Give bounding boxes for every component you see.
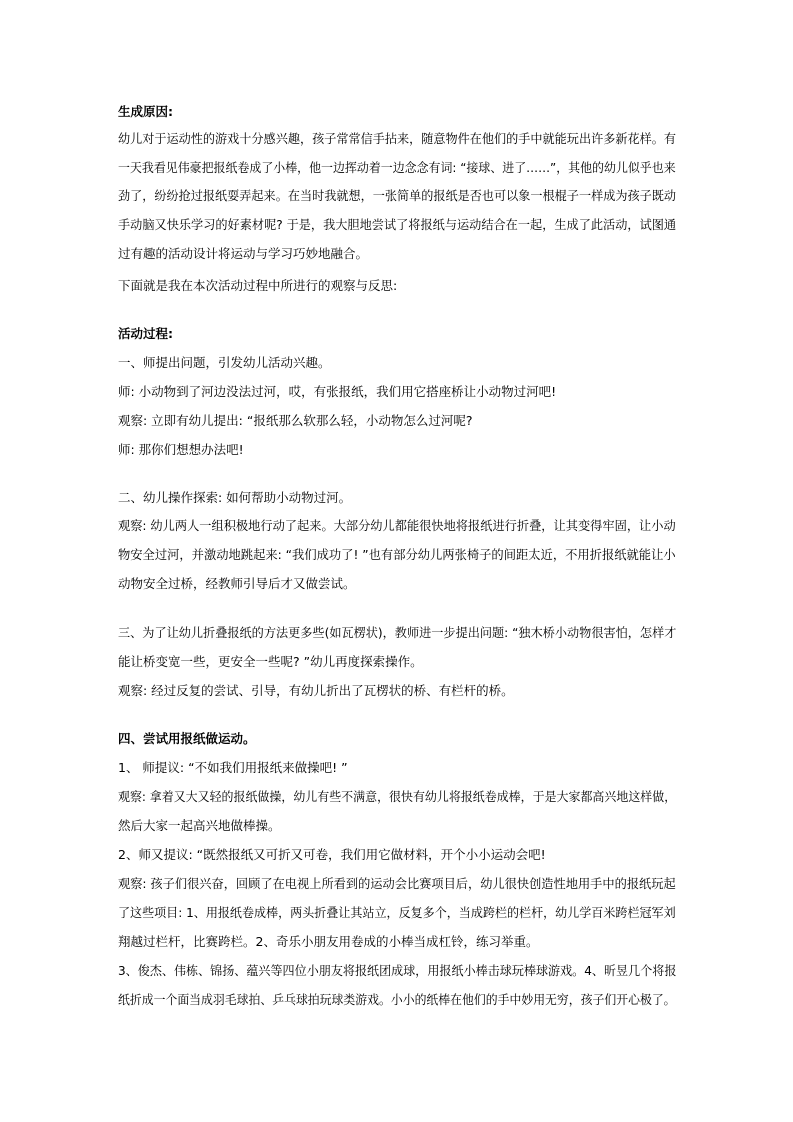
reason-line-4: 手动脑又快乐学习的好素材呢? 于是，我大胆地尝试了将报纸与运动结合在一起，生成了此活动，试图通: [118, 217, 677, 232]
step3-line: 观察: 经过反复的尝试、引导，有幼儿折出了瓦楞状的桥、有栏杆的桥。: [118, 683, 514, 698]
step2-line: 动物安全过桥，经教师引导后才又做尝试。: [118, 576, 356, 591]
step2-line: 物安全过河，并激动地跳起来: “我们成功了! ”也有部分幼儿两张椅子的间距太近，不用折报纸就能让小: [118, 547, 676, 562]
reason-line-5: 过有趣的活动设计将运动与学习巧妙地融合。: [118, 246, 369, 261]
step4-line: 观察: 拿着又大又轻的报纸做操，幼儿有些不满意，很快有幼儿将报纸卷成棒，于是大家都高兴地这样做，: [118, 789, 677, 804]
step2-title: 二、幼儿操作探索: 如何帮助小动物过河。: [118, 490, 352, 505]
step1-line: 观察: 立即有幼儿提出: “报纸那么软那么轻，小动物怎么过河呢?: [118, 413, 473, 428]
step4-line: 然后大家一起高兴地做棒操。: [118, 818, 281, 833]
step2-line: 观察: 幼儿两人一组积极地行动了起来。大部分幼儿都能很快地将报纸进行折叠，让其变得牢固，让小动: [118, 518, 676, 533]
reason-line-1: 幼儿对于运动性的游戏十分感兴趣，孩子常常信手拈来，随意物件在他们的手中就能玩出许多新花样。有: [118, 131, 676, 146]
step1-line: 师: 那你们想想办法吧!: [118, 442, 244, 457]
reason-line-3: 劲了，纷纷抢过报纸耍弄起来。在当时我就想，一张简单的报纸是否也可以象一根棍子一样成为孩子既动: [118, 188, 676, 203]
intro-line: 下面就是我在本次活动过程中所进行的观察与反思:: [118, 278, 398, 293]
reason-line-2: 一天我看见伟豪把报纸卷成了小棒，他一边挥动着一边念念有词: “接球、进了……”，其他的幼儿似乎也来: [118, 160, 676, 175]
step4-line: 了这些项目: 1、用报纸卷成棒，两头折叠让其站立，反复多个，当成跨栏的栏杆，幼儿学百米跨栏冠军刘: [118, 905, 676, 920]
step4-line: 纸折成一个面当成羽毛球拍、乒乓球拍玩球类游戏。小小的纸棒在他们的手中妙用无穷，孩子们开心极了。: [118, 992, 676, 1007]
step4-line: 观察: 孩子们很兴奋，回顾了在电视上所看到的运动会比赛项目后，幼儿很快创造性地用手中的报纸玩起: [118, 876, 676, 891]
process-heading: 活动过程:: [118, 326, 173, 341]
step4-line: 2、师又提议: “既然报纸又可折又可卷，我们用它做材料，开个小小运动会吧!: [118, 847, 546, 862]
step4-line: 3、俊杰、伟栋、锦扬、蕴兴等四位小朋友将报纸团成球，用报纸小棒击球玩棒球游戏。4、昕昱几个将报: [118, 963, 677, 978]
step1-line: 师: 小动物到了河边没法过河，哎，有张报纸，我们用它搭座桥让小动物过河吧!: [118, 384, 557, 399]
step3-title: 三、为了让幼儿折叠报纸的方法更多些(如瓦楞状)，教师进一步提出问题: “独木桥小动物很害怕，怎样才: [118, 625, 677, 640]
step4-heading: 四、尝试用报纸做运动。: [118, 731, 256, 746]
step1-title: 一、师提出问题，引发幼儿活动兴趣。: [118, 355, 331, 370]
reason-heading: 生成原因:: [118, 104, 173, 119]
step4-line: 1、 师提议: “不如我们用报纸来做操吧! ”: [118, 760, 348, 775]
step4-line: 翔越过栏杆，比赛跨栏。2、奇乐小朋友用卷成的小棒当成杠铃，练习举重。: [118, 934, 539, 949]
step3-line: 能让桥变宽一些，更安全一些呢? ”幼儿再度探索操作。: [118, 654, 423, 669]
